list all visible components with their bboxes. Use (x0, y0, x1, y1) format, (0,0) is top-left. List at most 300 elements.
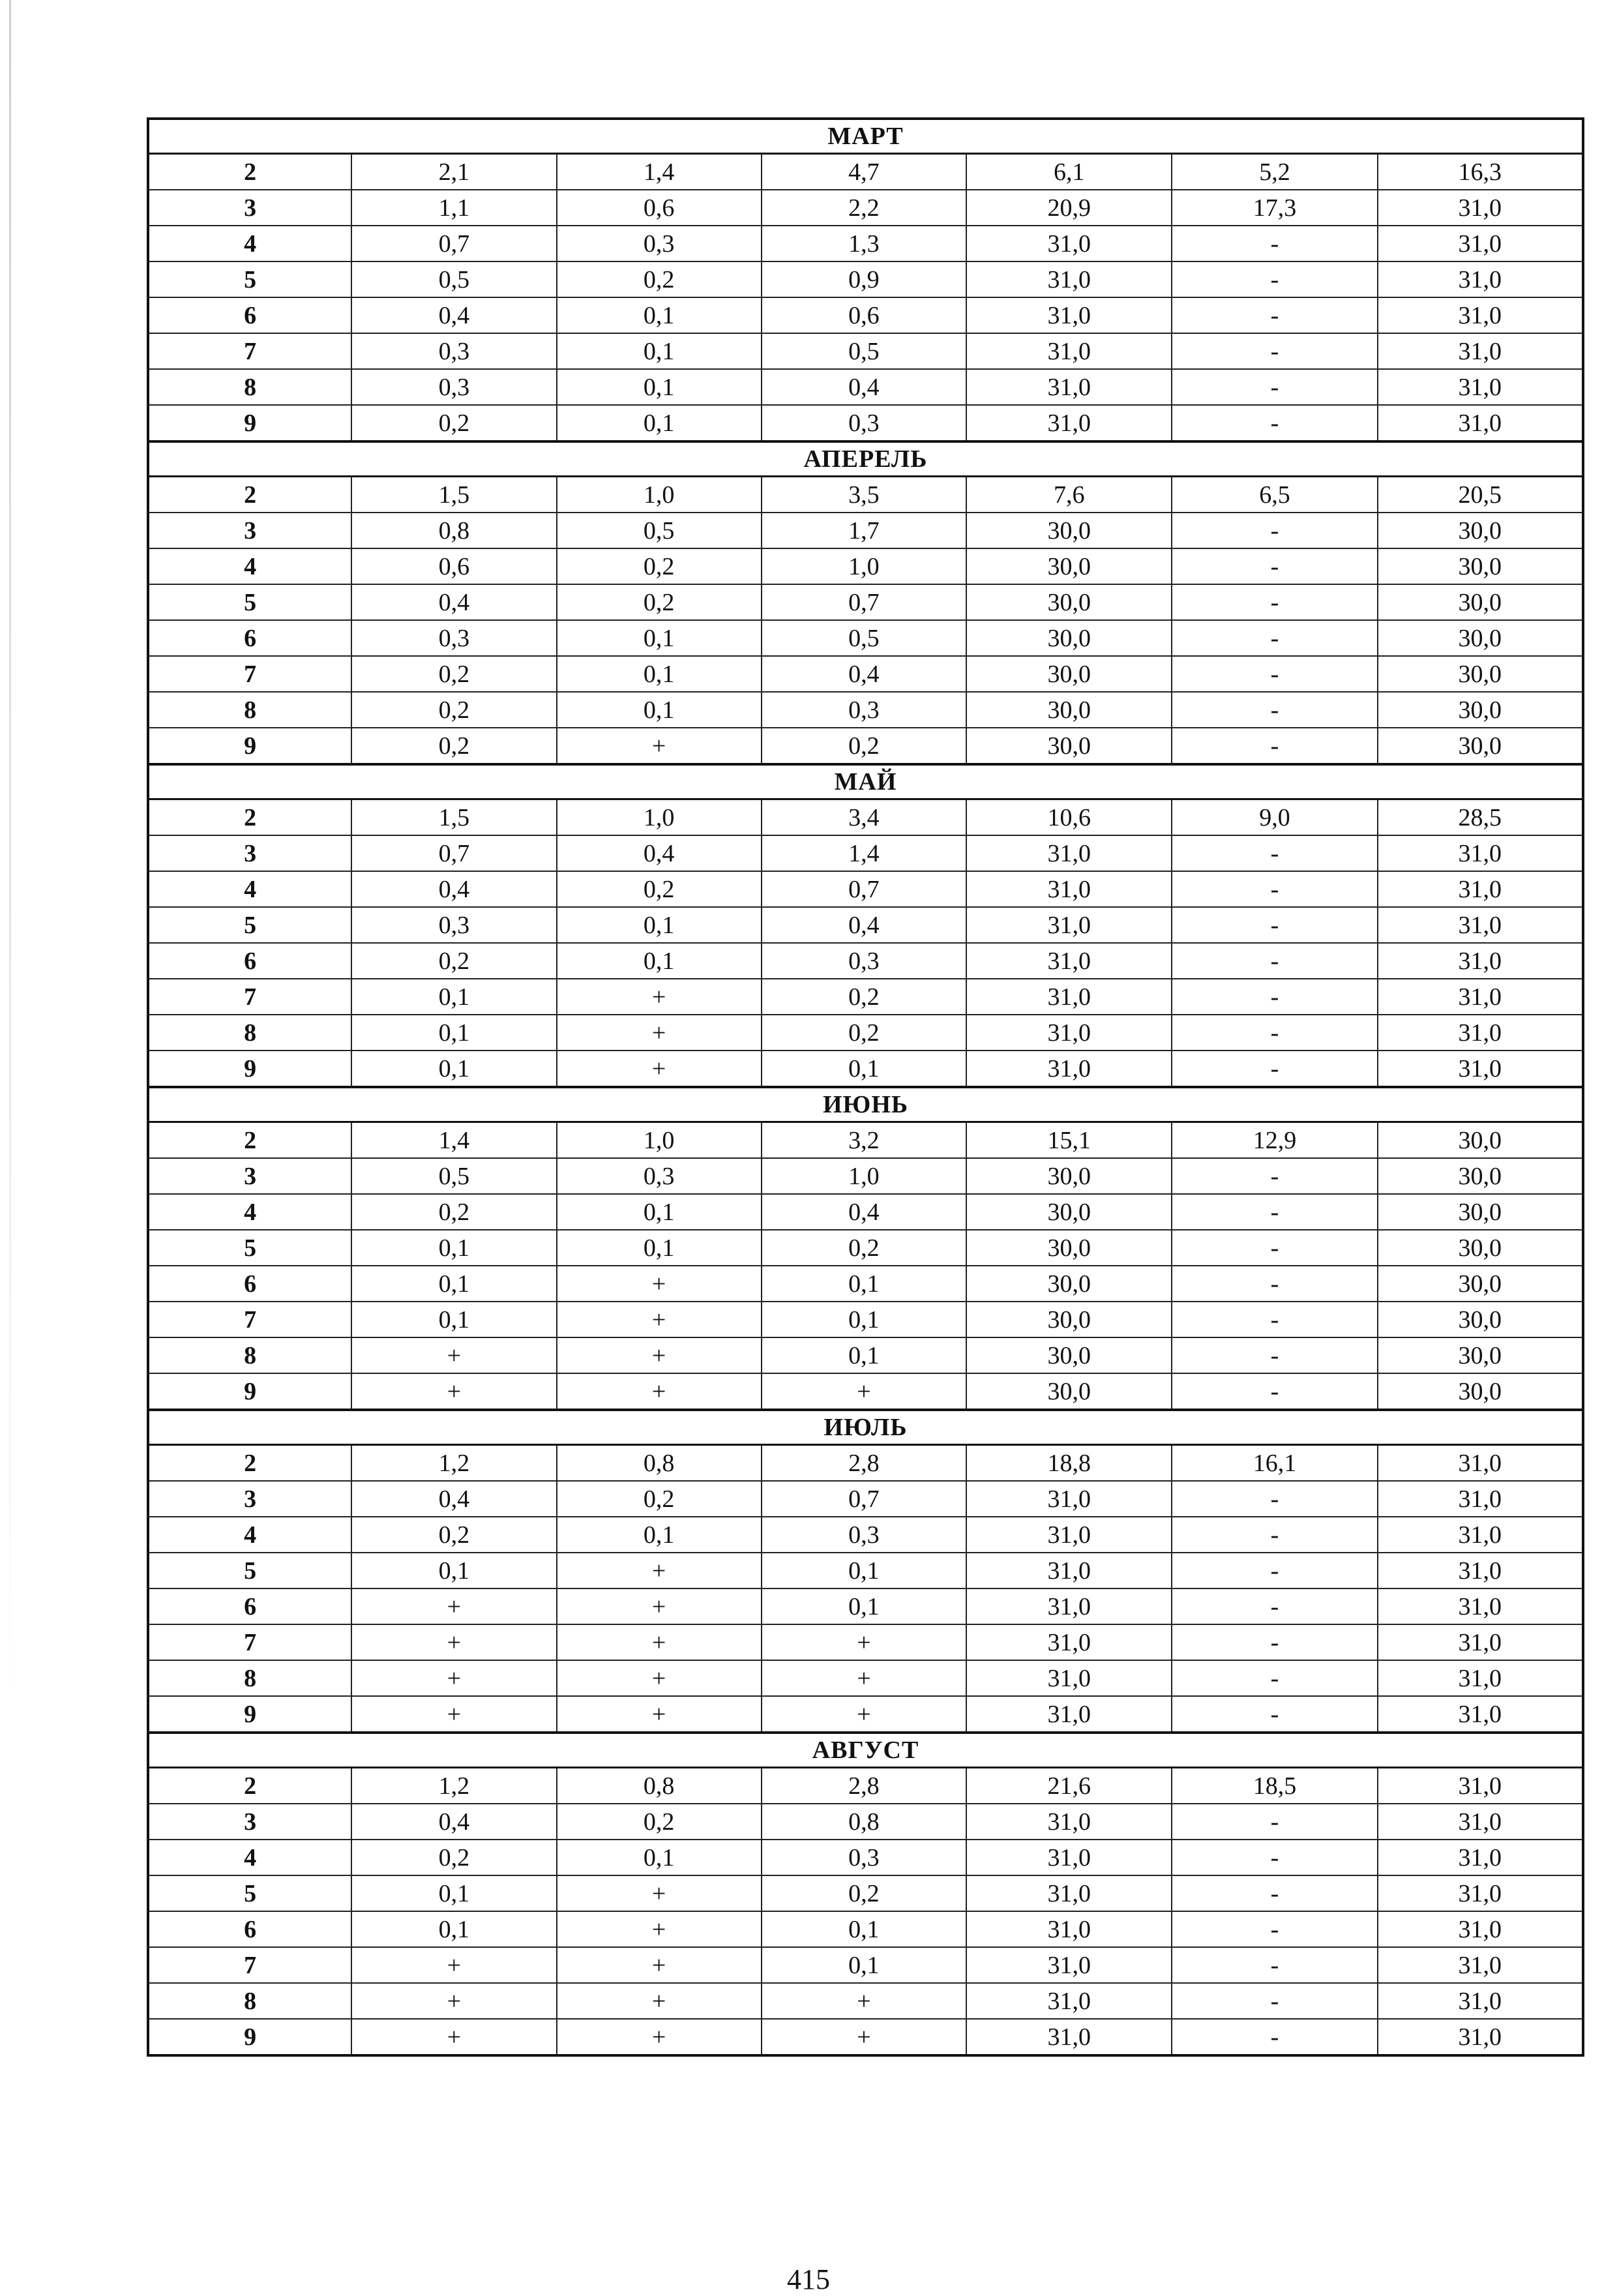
table-row (148, 1373, 1583, 1410)
table-cell: 0,1 (557, 907, 762, 943)
table-cell: 30,0 (966, 620, 1172, 656)
table-row (148, 692, 1583, 728)
table-row (148, 835, 1583, 871)
table-cell: 0,1 (762, 1051, 966, 1087)
row-index-cell: 7 (148, 656, 351, 692)
table-cell: 0,1 (557, 620, 762, 656)
table-cell: + (762, 1983, 966, 2019)
table-cell: 0,5 (557, 513, 762, 548)
table-row (148, 1517, 1583, 1553)
table-cell: 0,7 (351, 226, 556, 261)
table-cell: 30,0 (966, 1194, 1172, 1230)
month-title: ИЮЛЬ (148, 1410, 1583, 1445)
table-cell: 0,2 (557, 548, 762, 584)
row-index-cell: 9 (148, 1696, 351, 1733)
row-index-cell: 2 (148, 1122, 351, 1159)
table-cell: 0,1 (351, 1875, 556, 1911)
table-cell: - (1172, 692, 1377, 728)
table-cell: 0,1 (557, 1194, 762, 1230)
table-row (148, 1696, 1583, 1733)
table-cell: 31,0 (966, 907, 1172, 943)
table-row (148, 1481, 1583, 1517)
row-index-cell: 4 (148, 1194, 351, 1230)
table-cell: 31,0 (1378, 1553, 1583, 1588)
table-cell: 31,0 (966, 1947, 1172, 1983)
row-index-cell: 4 (148, 1840, 351, 1875)
table-cell: 30,0 (1378, 728, 1583, 764)
table-cell: 31,0 (1378, 1768, 1583, 1804)
row-index-cell: 4 (148, 871, 351, 907)
table-cell: 0,2 (762, 979, 966, 1015)
table-cell: 0,3 (762, 405, 966, 441)
row-index-cell: 3 (148, 1481, 351, 1517)
table-row (148, 1051, 1583, 1087)
table-cell: 0,3 (762, 943, 966, 979)
table-cell: 21,6 (966, 1768, 1172, 1804)
table-cell: 3,4 (762, 799, 966, 836)
table-cell: 31,0 (966, 369, 1172, 405)
table-cell: 0,1 (351, 1553, 556, 1588)
table-cell: 0,2 (762, 728, 966, 764)
table-cell: 31,0 (966, 871, 1172, 907)
table-cell: 0,2 (557, 1481, 762, 1517)
table-row (148, 226, 1583, 261)
table-cell: 0,4 (762, 1194, 966, 1230)
table-row (148, 1266, 1583, 1302)
table-cell: 0,9 (762, 261, 966, 297)
table-cell: 10,6 (966, 799, 1172, 836)
table-cell: 0,1 (351, 979, 556, 1015)
table-cell: - (1172, 1804, 1377, 1840)
table-row (148, 1230, 1583, 1266)
table-row (148, 405, 1583, 441)
table-cell: 0,6 (557, 190, 762, 226)
table-cell: - (1172, 1875, 1377, 1911)
table-cell: 31,0 (966, 405, 1172, 441)
table-cell: 0,2 (762, 1015, 966, 1051)
table-cell: 30,0 (966, 656, 1172, 692)
table-cell: 30,0 (1378, 1122, 1583, 1159)
table-cell: + (557, 1051, 762, 1087)
table-cell: 15,1 (966, 1122, 1172, 1159)
table-cell: 1,4 (762, 835, 966, 871)
table-cell: 31,0 (1378, 1015, 1583, 1051)
row-index-cell: 8 (148, 1337, 351, 1373)
table-cell: 31,0 (1378, 1588, 1583, 1624)
row-index-cell: 6 (148, 1266, 351, 1302)
table-cell: 0,6 (762, 297, 966, 333)
row-index-cell: 8 (148, 1660, 351, 1696)
table-cell: 1,4 (557, 154, 762, 190)
table-cell: 0,7 (351, 835, 556, 871)
table-cell: + (557, 728, 762, 764)
table-row (148, 1445, 1583, 1482)
table-cell: 1,0 (557, 799, 762, 836)
table-cell: 0,3 (762, 692, 966, 728)
row-index-cell: 4 (148, 226, 351, 261)
table-row (148, 1337, 1583, 1373)
table-cell: 0,1 (351, 1051, 556, 1087)
table-cell: - (1172, 1230, 1377, 1266)
table-cell: - (1172, 979, 1377, 1015)
table-cell: 1,2 (351, 1768, 556, 1804)
table-cell: + (557, 1337, 762, 1373)
table-cell: 0,3 (762, 1517, 966, 1553)
table-cell: 12,9 (1172, 1122, 1377, 1159)
table-cell: 31,0 (1378, 1875, 1583, 1911)
table-row (148, 1553, 1583, 1588)
table-cell: 30,0 (966, 728, 1172, 764)
table-cell: - (1172, 1588, 1377, 1624)
table-cell: - (1172, 620, 1377, 656)
month-title: МАЙ (148, 764, 1583, 799)
table-cell: 1,0 (762, 548, 966, 584)
table-row (148, 1588, 1583, 1624)
row-index-cell: 3 (148, 1158, 351, 1194)
table-row (148, 190, 1583, 226)
table-row (148, 620, 1583, 656)
table-cell: 0,1 (557, 333, 762, 369)
table-cell: - (1172, 1194, 1377, 1230)
table-row (148, 1015, 1583, 1051)
table-cell: 30,0 (966, 1266, 1172, 1302)
row-index-cell: 8 (148, 692, 351, 728)
table-cell: 0,8 (762, 1804, 966, 1840)
table-cell: 0,4 (351, 584, 556, 620)
table-cell: 31,0 (1378, 333, 1583, 369)
row-index-cell: 8 (148, 1983, 351, 2019)
table-cell: + (351, 1373, 556, 1410)
table-body (148, 119, 1583, 2055)
table-cell: 30,0 (1378, 1337, 1583, 1373)
table-row (148, 1768, 1583, 1804)
page-number: 415 (787, 2263, 830, 2295)
table-cell: 30,0 (1378, 513, 1583, 548)
table-row (148, 477, 1583, 513)
table-cell: 1,5 (351, 799, 556, 836)
table-cell: + (351, 1947, 556, 1983)
table-cell: 31,0 (1378, 835, 1583, 871)
table-cell: 31,0 (1378, 1911, 1583, 1947)
row-index-cell: 7 (148, 1302, 351, 1337)
table-cell: 0,1 (557, 369, 762, 405)
table-cell: 0,4 (351, 871, 556, 907)
table-cell: 30,0 (1378, 620, 1583, 656)
scan-edge-artifact (9, 0, 11, 1695)
month-header-row (148, 441, 1583, 477)
table-cell: 0,7 (762, 584, 966, 620)
table-cell: 0,1 (557, 656, 762, 692)
table-cell: + (557, 979, 762, 1015)
row-index-cell: 9 (148, 1051, 351, 1087)
row-index-cell: 5 (148, 1230, 351, 1266)
table-cell: - (1172, 584, 1377, 620)
table-cell: 0,2 (762, 1230, 966, 1266)
table-cell: + (762, 2019, 966, 2055)
table-cell: 0,1 (557, 1840, 762, 1875)
table-row (148, 1875, 1583, 1911)
row-index-cell: 9 (148, 405, 351, 441)
table-cell: 31,0 (1378, 907, 1583, 943)
table-cell: 0,1 (351, 1266, 556, 1302)
table-cell: - (1172, 1624, 1377, 1660)
row-index-cell: 2 (148, 799, 351, 836)
row-index-cell: 2 (148, 1445, 351, 1482)
table-cell: 0,4 (762, 369, 966, 405)
table-cell: 6,1 (966, 154, 1172, 190)
row-index-cell: 3 (148, 513, 351, 548)
row-index-cell: 4 (148, 548, 351, 584)
table-row (148, 1947, 1583, 1983)
table-cell: 31,0 (1378, 1624, 1583, 1660)
table-cell: + (557, 2019, 762, 2055)
row-index-cell: 2 (148, 1768, 351, 1804)
table-cell: 31,0 (966, 333, 1172, 369)
table-cell: 30,0 (1378, 1302, 1583, 1337)
table-cell: 31,0 (966, 1983, 1172, 2019)
table-cell: 2,8 (762, 1445, 966, 1482)
table-cell: 30,0 (966, 1158, 1172, 1194)
table-cell: 0,3 (557, 226, 762, 261)
table-cell: 20,5 (1378, 477, 1583, 513)
table-cell: - (1172, 871, 1377, 907)
table-row (148, 261, 1583, 297)
table-cell: 20,9 (966, 190, 1172, 226)
table-cell: 0,3 (557, 1158, 762, 1194)
table-cell: 30,0 (1378, 1373, 1583, 1410)
table-cell: 0,2 (557, 584, 762, 620)
table-row (148, 154, 1583, 190)
table-cell: 30,0 (966, 1302, 1172, 1337)
table-cell: 0,4 (762, 907, 966, 943)
table-cell: 31,0 (966, 2019, 1172, 2055)
table-cell: 4,7 (762, 154, 966, 190)
table-cell: 18,5 (1172, 1768, 1377, 1804)
table-cell: - (1172, 1553, 1377, 1588)
table-cell: 30,0 (966, 1337, 1172, 1373)
table-cell: - (1172, 1660, 1377, 1696)
table-cell: 3,2 (762, 1122, 966, 1159)
table-cell: 31,0 (966, 1840, 1172, 1875)
table-cell: 30,0 (1378, 548, 1583, 584)
table-row (148, 1983, 1583, 2019)
table-cell: - (1172, 405, 1377, 441)
table-cell: 0,3 (762, 1840, 966, 1875)
month-header-row (148, 1410, 1583, 1445)
row-index-cell: 9 (148, 728, 351, 764)
row-index-cell: 7 (148, 333, 351, 369)
table-cell: + (762, 1660, 966, 1696)
row-index-cell: 7 (148, 979, 351, 1015)
table-cell: 1,5 (351, 477, 556, 513)
table-cell: 0,1 (762, 1911, 966, 1947)
month-title: ИЮНЬ (148, 1087, 1583, 1122)
row-index-cell: 3 (148, 835, 351, 871)
table-row (148, 656, 1583, 692)
table-cell: 31,0 (1378, 979, 1583, 1015)
table-cell: 18,8 (966, 1445, 1172, 1482)
table-cell: - (1172, 369, 1377, 405)
table-cell: 31,0 (966, 1015, 1172, 1051)
table-cell: 31,0 (966, 1051, 1172, 1087)
table-cell: - (1172, 1015, 1377, 1051)
table-cell: 0,2 (351, 656, 556, 692)
table-cell: 1,7 (762, 513, 966, 548)
row-index-cell: 8 (148, 1015, 351, 1051)
table-cell: 30,0 (1378, 584, 1583, 620)
table-cell: 30,0 (1378, 1194, 1583, 1230)
table-cell: 31,0 (966, 979, 1172, 1015)
table-cell: 0,2 (762, 1875, 966, 1911)
table-cell: - (1172, 907, 1377, 943)
month-header-row (148, 764, 1583, 799)
table-cell: 0,4 (351, 1481, 556, 1517)
table-cell: 31,0 (1378, 1660, 1583, 1696)
table-cell: - (1172, 656, 1377, 692)
table-row (148, 1804, 1583, 1840)
table-row (148, 548, 1583, 584)
table-cell: 31,0 (1378, 1947, 1583, 1983)
row-index-cell: 9 (148, 2019, 351, 2055)
table-cell: + (557, 1302, 762, 1337)
table-cell: + (557, 1266, 762, 1302)
table-cell: 31,0 (1378, 2019, 1583, 2055)
row-index-cell: 6 (148, 943, 351, 979)
table-cell: 0,2 (557, 261, 762, 297)
table-cell: 0,1 (762, 1588, 966, 1624)
table-row (148, 1194, 1583, 1230)
table-cell: - (1172, 1337, 1377, 1373)
table-row (148, 369, 1583, 405)
table-cell: 0,3 (351, 620, 556, 656)
row-index-cell: 3 (148, 190, 351, 226)
table-row (148, 1840, 1583, 1875)
month-header-row (148, 1087, 1583, 1122)
table-cell: 0,1 (557, 405, 762, 441)
month-title: МАРТ (148, 119, 1583, 154)
table-cell: 0,2 (557, 1804, 762, 1840)
table-cell: 0,3 (351, 907, 556, 943)
table-cell: 0,7 (762, 1481, 966, 1517)
table-cell: - (1172, 513, 1377, 548)
table-cell: + (351, 1624, 556, 1660)
table-cell: 17,3 (1172, 190, 1377, 226)
table-cell: 0,1 (557, 297, 762, 333)
table-cell: 31,0 (966, 1624, 1172, 1660)
table-cell: 2,8 (762, 1768, 966, 1804)
table-cell: + (557, 1911, 762, 1947)
table-row (148, 943, 1583, 979)
table-cell: 30,0 (966, 1373, 1172, 1410)
table-cell: 3,5 (762, 477, 966, 513)
table-row (148, 1624, 1583, 1660)
table-cell: 0,8 (557, 1445, 762, 1482)
table-cell: - (1172, 297, 1377, 333)
table-cell: 31,0 (1378, 1840, 1583, 1875)
table-row (148, 799, 1583, 836)
table-cell: + (762, 1696, 966, 1733)
table-cell: 2,2 (762, 190, 966, 226)
table-cell: 0,2 (351, 692, 556, 728)
table-cell: - (1172, 1840, 1377, 1875)
table-cell: - (1172, 1911, 1377, 1947)
table-row (148, 513, 1583, 548)
table-row (148, 979, 1583, 1015)
table-cell: 31,0 (966, 1875, 1172, 1911)
row-index-cell: 6 (148, 620, 351, 656)
table-cell: 31,0 (1378, 871, 1583, 907)
table-cell: 0,1 (762, 1553, 966, 1588)
table-cell: 1,0 (557, 477, 762, 513)
table-cell: 0,5 (762, 333, 966, 369)
table-cell: 0,1 (762, 1947, 966, 1983)
row-index-cell: 5 (148, 1553, 351, 1588)
table-cell: 0,5 (351, 1158, 556, 1194)
table-cell: 31,0 (1378, 1481, 1583, 1517)
table-cell: 5,2 (1172, 154, 1377, 190)
table-cell: - (1172, 1517, 1377, 1553)
table-cell: 31,0 (966, 1696, 1172, 1733)
table-cell: + (557, 1947, 762, 1983)
table-cell: 31,0 (966, 261, 1172, 297)
table-cell: - (1172, 1696, 1377, 1733)
table-cell: 0,2 (557, 871, 762, 907)
row-index-cell: 5 (148, 1875, 351, 1911)
table-cell: 0,3 (351, 333, 556, 369)
table-cell: 0,1 (557, 1230, 762, 1266)
table-cell: + (351, 1696, 556, 1733)
table-cell: 9,0 (1172, 799, 1377, 836)
table-cell: - (1172, 1983, 1377, 2019)
table-cell: - (1172, 226, 1377, 261)
month-header-row (148, 1733, 1583, 1768)
table-cell: 30,0 (966, 692, 1172, 728)
table-cell: + (557, 1875, 762, 1911)
month-title: АВГУСТ (148, 1733, 1583, 1768)
table-cell: 0,4 (762, 656, 966, 692)
table-cell: - (1172, 1302, 1377, 1337)
table-cell: 31,0 (966, 297, 1172, 333)
table-cell: 0,1 (557, 943, 762, 979)
table-cell: 31,0 (1378, 1517, 1583, 1553)
table-cell: 31,0 (1378, 1445, 1583, 1482)
table-cell: 0,1 (351, 1230, 556, 1266)
table-cell: 6,5 (1172, 477, 1377, 513)
table-cell: + (557, 1983, 762, 2019)
table-cell: 0,4 (351, 1804, 556, 1840)
table-row (148, 584, 1583, 620)
row-index-cell: 5 (148, 261, 351, 297)
row-index-cell: 2 (148, 154, 351, 190)
table-cell: 1,0 (557, 1122, 762, 1159)
table-cell: 31,0 (966, 1588, 1172, 1624)
table-cell: 0,5 (351, 261, 556, 297)
table-row (148, 1158, 1583, 1194)
month-header-row (148, 119, 1583, 154)
table-cell: + (557, 1588, 762, 1624)
table-row (148, 907, 1583, 943)
row-index-cell: 7 (148, 1947, 351, 1983)
table-cell: 30,0 (966, 548, 1172, 584)
monthly-data-table (147, 117, 1584, 2057)
table-cell: 30,0 (966, 584, 1172, 620)
table-cell: - (1172, 2019, 1377, 2055)
table-cell: + (351, 1983, 556, 2019)
table-cell: 0,2 (351, 1194, 556, 1230)
table-cell: 31,0 (966, 1660, 1172, 1696)
table-cell: 31,0 (966, 943, 1172, 979)
table-cell: 1,3 (762, 226, 966, 261)
